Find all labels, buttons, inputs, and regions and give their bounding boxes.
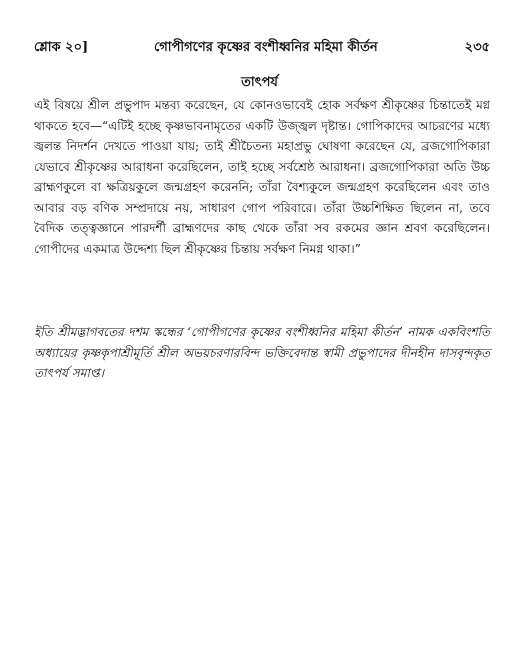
purport-paragraph: এই বিষয়ে শ্রীল প্রভুপাদ মন্তব্য করেছেন, যে কোনওভাবেই হোক সর্বক্ষণ শ্রীকৃষ্ণের চিন্তাতেই মগ্ন থাকতে হবে—“এটিই হচ্ছে কৃষ্ণভাবনামৃতের একটি উজ্জ্বল দৃষ্টান্ত। গোপিকাদের আচরণের মধ্যে জ্বলন্ত নিদর্শন দেখতে পাওয়া যায়; তাই শ্রীচৈতন্য মহাপ্রভু ঘোষণা করেছেন যে, ব্রজগোপিকারা যেভাবে শ্রীকৃষ্ণের আরাধনা করেছিলেন, তাই হচ্ছে সর্বশ্রেষ্ঠ আরাধনা। ব্রজগোপিকারা অতি উচ্চ ব্রাহ্মণকুলে বা ক্ষত্রিয়কুলে জন্মগ্রহণ করেননি; তাঁরা বৈশ্যকুলে জন্মগ্রহণ করেছিলেন এবং তাও আবার বড় বণিক সম্প্রদায়ে নয়, সাধারণ গোপ পরিবারে। তাঁরা উচ্চশিক্ষিত ছিলেন না, তবে বৈদিক তত্ত্বজ্ঞানে পারদর্শী ব্রাহ্মণদের কাছ থেকে তাঁরা সব রকমের জ্ঞান শ্রবণ করেছিলেন। গোপীদের একমাত্র উদ্দেশ্য ছিল শ্রীকৃষ্ণের চিন্তায় সর্বক্ষণ নিমগ্ন থাকা।” [34,98,490,256]
chapter-colophon: ইতি শ্রীমদ্ভাগবতের দশম স্কন্ধের ‘গোপীগণের কৃষ্ণের বংশীধ্বনির মহিমা কীর্তন’ নামক একবিংশতি অধ্যায়ের কৃষ্ণকৃপাশ্রীমূর্তি শ্রীল অভয়চরণারবিন্দ ভক্তিবেদান্ত স্বামী প্রভুপাদের দীনহীন দাসবৃন্দকৃত তাৎপর্য সমাপ্ত। [34,325,490,380]
chapter-title: গোপীগণের কৃষ্ণের বংশীধ্বনির মহিমা কীর্তন [154,40,378,55]
verse-reference: শ্লোক ২০] [34,40,89,55]
page-number: ২৩৫ [464,40,490,55]
purport-heading: তাৎপর্য [241,75,278,90]
running-header [34,38,490,58]
